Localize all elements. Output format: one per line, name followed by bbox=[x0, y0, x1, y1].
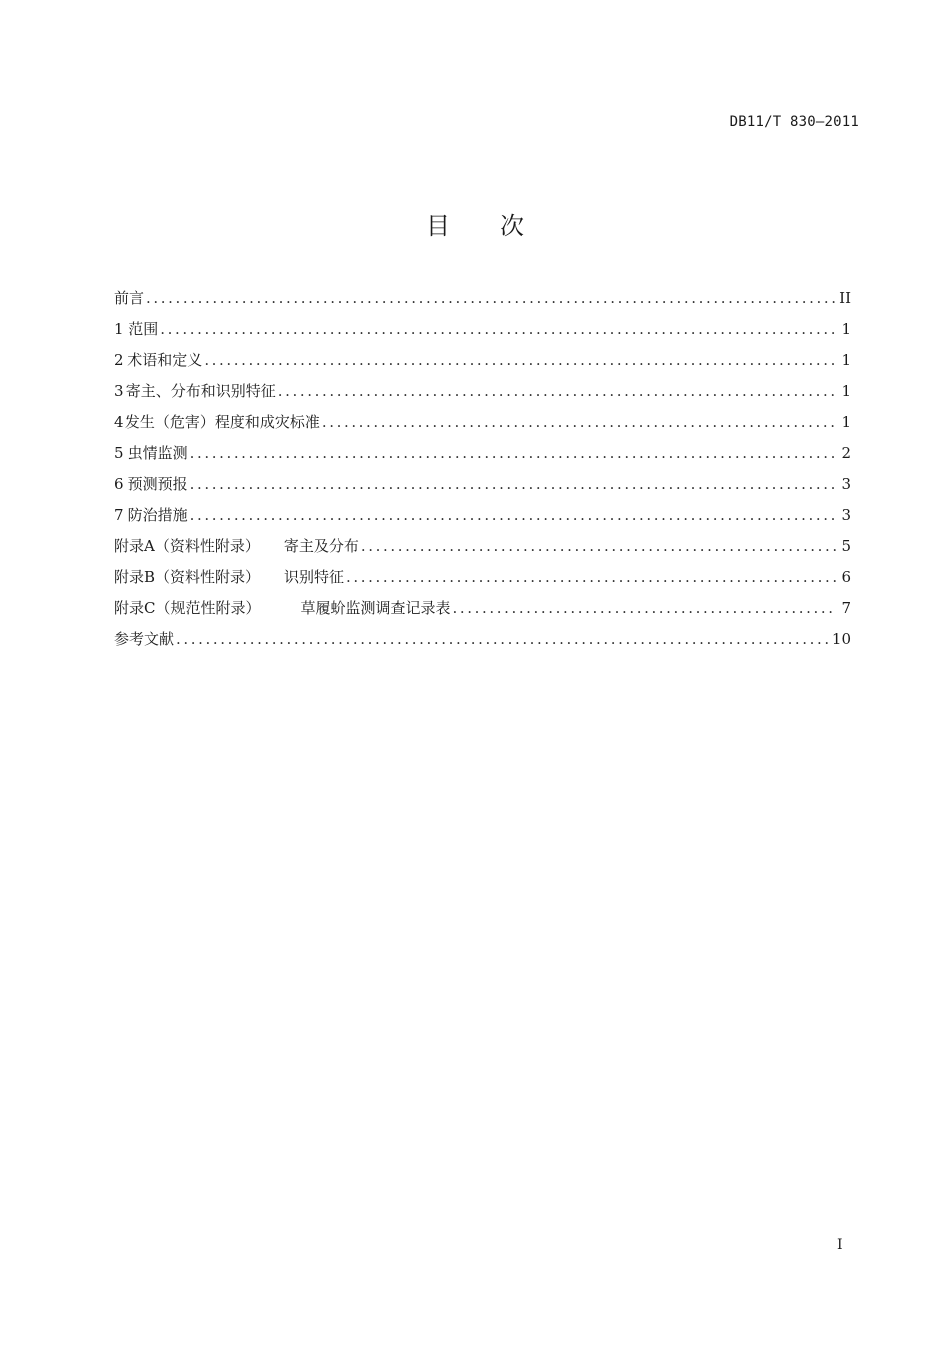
toc-page-number: 10 bbox=[831, 630, 851, 648]
toc-entry-label: 发生（危害）程度和成灾标准 bbox=[124, 413, 320, 431]
toc-entry-label: 预测预报 bbox=[127, 475, 188, 493]
appendix-label: 附录C（规范性附录） bbox=[114, 599, 261, 617]
toc-entry-label: 寄主、分布和识别特征 bbox=[125, 382, 276, 400]
appendix-label: 附录B（资料性附录） bbox=[114, 568, 261, 586]
toc-entry-appendix-c[interactable] bbox=[114, 597, 851, 628]
toc-page-number: 3 bbox=[841, 475, 851, 493]
toc-entry-label: 术语和定义 bbox=[127, 351, 203, 369]
leader-dots bbox=[453, 599, 838, 617]
toc-entry-label: 前言 bbox=[114, 289, 145, 307]
leader-dots bbox=[346, 568, 837, 586]
toc-entry-1[interactable] bbox=[114, 318, 851, 349]
leader-dots bbox=[204, 351, 837, 369]
leader-dots bbox=[176, 630, 828, 648]
leader-dots bbox=[190, 444, 837, 462]
toc-entry-number: 4 bbox=[114, 413, 124, 431]
toc-page-number: 1 bbox=[841, 382, 851, 400]
toc-entry-label: 防治措施 bbox=[127, 506, 188, 524]
toc-entry-appendix-a[interactable] bbox=[114, 535, 851, 566]
toc-entry-references[interactable] bbox=[114, 628, 851, 659]
toc-entry-number: 1 bbox=[114, 320, 124, 338]
toc-entry-number: 3 bbox=[114, 382, 124, 400]
appendix-title: 寄主及分布 bbox=[283, 537, 359, 555]
leader-dots bbox=[190, 475, 837, 493]
toc-entry-label: 参考文献 bbox=[114, 630, 175, 648]
toc-entry-number: 7 bbox=[114, 506, 124, 524]
leader-dots bbox=[361, 537, 837, 555]
toc-page-number: 5 bbox=[841, 537, 851, 555]
appendix-label: 附录A（资料性附录） bbox=[114, 537, 260, 555]
toc-page-number: 1 bbox=[841, 413, 851, 431]
toc-entry-number: 5 bbox=[114, 444, 124, 462]
document-code: DB11/T 830—2011 bbox=[729, 114, 859, 130]
toc-entry-2[interactable] bbox=[114, 349, 851, 380]
toc-entry-label: 虫情监测 bbox=[127, 444, 188, 462]
toc-entry-5[interactable] bbox=[114, 442, 851, 473]
leader-dots bbox=[160, 320, 837, 338]
toc-page-number: 1 bbox=[841, 351, 851, 369]
toc-entry-3[interactable] bbox=[114, 380, 851, 411]
toc-page-number: II bbox=[839, 289, 851, 307]
toc-page-number: 7 bbox=[841, 599, 851, 617]
page-number: I bbox=[837, 1237, 843, 1253]
page-title bbox=[0, 206, 950, 241]
page-title-char-1: 目 bbox=[426, 212, 450, 240]
appendix-title: 草履蚧监测调查记录表 bbox=[300, 599, 451, 617]
toc-entry-7[interactable] bbox=[114, 504, 851, 535]
toc-entry-4[interactable] bbox=[114, 411, 851, 442]
toc-entry-appendix-b[interactable] bbox=[114, 566, 851, 597]
appendix-title: 识别特征 bbox=[284, 568, 345, 586]
page-title-char-2: 次 bbox=[500, 212, 524, 240]
toc-entry-number: 6 bbox=[114, 475, 124, 493]
toc-entry-foreword[interactable] bbox=[114, 287, 851, 318]
leader-dots bbox=[322, 413, 837, 431]
toc-page-number: 2 bbox=[841, 444, 851, 462]
toc-entry-6[interactable] bbox=[114, 473, 851, 504]
toc-entry-label bbox=[114, 566, 344, 587]
leader-dots bbox=[190, 506, 837, 524]
toc-entry-label bbox=[114, 597, 451, 618]
toc-entry-label bbox=[114, 535, 359, 556]
toc-entry-label: 范围 bbox=[128, 320, 159, 338]
table-of-contents bbox=[114, 287, 851, 659]
leader-dots bbox=[278, 382, 837, 400]
toc-page-number: 1 bbox=[841, 320, 851, 338]
leader-dots bbox=[146, 289, 835, 307]
toc-page-number: 3 bbox=[841, 506, 851, 524]
toc-entry-number: 2 bbox=[114, 351, 124, 369]
toc-page-number: 6 bbox=[841, 568, 851, 586]
